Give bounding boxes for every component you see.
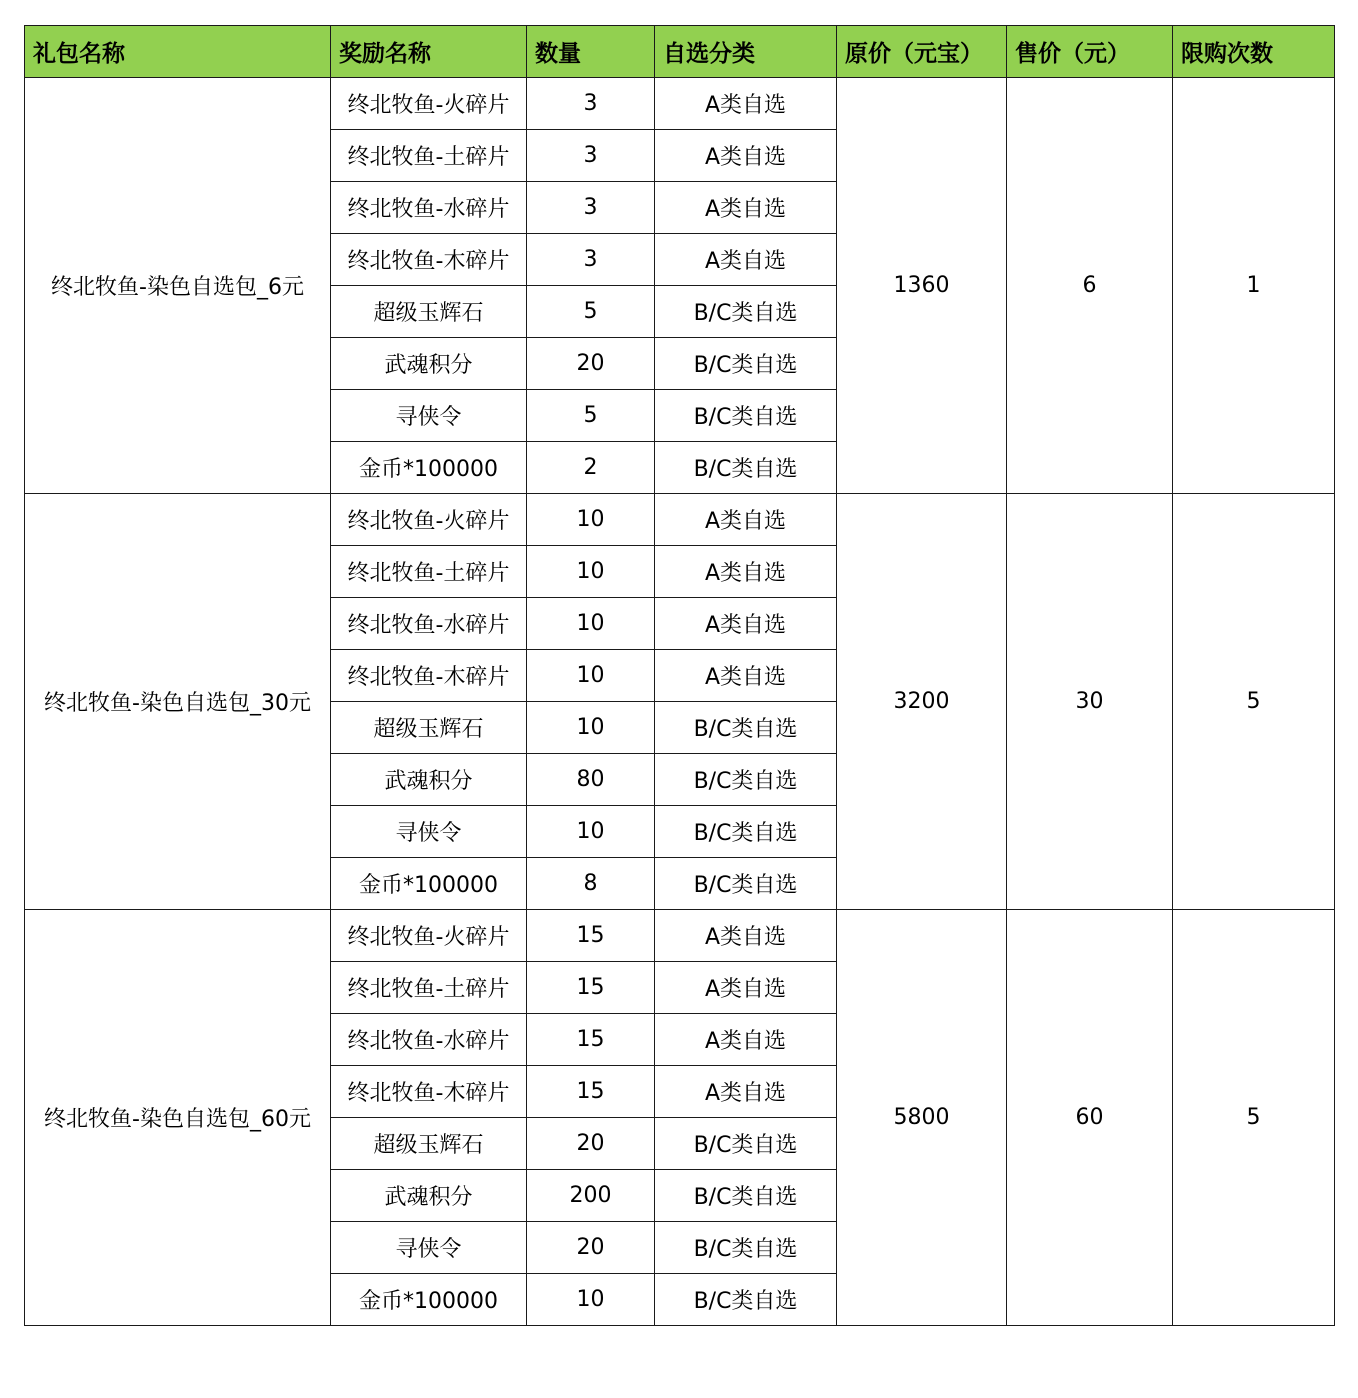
quantity-cell: 15 bbox=[527, 962, 655, 1014]
reward-name-cell: 寻侠令 bbox=[331, 806, 527, 858]
original-price-cell: 3200 bbox=[837, 494, 1007, 910]
header-row bbox=[25, 26, 1335, 78]
original-price-cell: 1360 bbox=[837, 78, 1007, 494]
quantity-cell: 20 bbox=[527, 1222, 655, 1274]
quantity-cell: 10 bbox=[527, 1274, 655, 1326]
quantity-cell: 8 bbox=[527, 858, 655, 910]
reward-name-cell: 金币*100000 bbox=[331, 858, 527, 910]
quantity-cell: 3 bbox=[527, 182, 655, 234]
category-cell: B/C类自选 bbox=[655, 286, 837, 338]
sale-price-cell: 60 bbox=[1007, 910, 1173, 1326]
reward-name-cell: 武魂积分 bbox=[331, 338, 527, 390]
header-quantity: 数量 bbox=[527, 26, 655, 78]
category-cell: A类自选 bbox=[655, 182, 837, 234]
quantity-cell: 10 bbox=[527, 546, 655, 598]
reward-name-cell: 终北牧鱼-土碎片 bbox=[331, 546, 527, 598]
reward-name-cell: 终北牧鱼-木碎片 bbox=[331, 1066, 527, 1118]
category-cell: A类自选 bbox=[655, 78, 837, 130]
reward-name-cell: 终北牧鱼-木碎片 bbox=[331, 650, 527, 702]
category-cell: B/C类自选 bbox=[655, 442, 837, 494]
category-cell: A类自选 bbox=[655, 234, 837, 286]
quantity-cell: 3 bbox=[527, 130, 655, 182]
category-cell: B/C类自选 bbox=[655, 1170, 837, 1222]
sale-price-cell: 6 bbox=[1007, 78, 1173, 494]
quantity-cell: 10 bbox=[527, 650, 655, 702]
reward-name-cell: 终北牧鱼-木碎片 bbox=[331, 234, 527, 286]
quantity-cell: 2 bbox=[527, 442, 655, 494]
quantity-cell: 10 bbox=[527, 702, 655, 754]
category-cell: A类自选 bbox=[655, 130, 837, 182]
category-cell: A类自选 bbox=[655, 598, 837, 650]
quantity-cell: 20 bbox=[527, 1118, 655, 1170]
reward-name-cell: 武魂积分 bbox=[331, 1170, 527, 1222]
category-cell: A类自选 bbox=[655, 962, 837, 1014]
reward-name-cell: 寻侠令 bbox=[331, 390, 527, 442]
quantity-cell: 3 bbox=[527, 78, 655, 130]
reward-name-cell: 武魂积分 bbox=[331, 754, 527, 806]
reward-name-cell: 终北牧鱼-水碎片 bbox=[331, 182, 527, 234]
header-pack-name: 礼包名称 bbox=[25, 26, 331, 78]
quantity-cell: 15 bbox=[527, 1014, 655, 1066]
table-row bbox=[25, 78, 1335, 130]
header-purchase-limit: 限购次数 bbox=[1173, 26, 1335, 78]
reward-name-cell: 终北牧鱼-火碎片 bbox=[331, 494, 527, 546]
quantity-cell: 3 bbox=[527, 234, 655, 286]
quantity-cell: 20 bbox=[527, 338, 655, 390]
category-cell: B/C类自选 bbox=[655, 754, 837, 806]
reward-name-cell: 终北牧鱼-土碎片 bbox=[331, 130, 527, 182]
quantity-cell: 10 bbox=[527, 598, 655, 650]
category-cell: A类自选 bbox=[655, 1066, 837, 1118]
table-row bbox=[25, 910, 1335, 962]
category-cell: A类自选 bbox=[655, 546, 837, 598]
reward-name-cell: 终北牧鱼-水碎片 bbox=[331, 598, 527, 650]
quantity-cell: 5 bbox=[527, 286, 655, 338]
reward-name-cell: 终北牧鱼-水碎片 bbox=[331, 1014, 527, 1066]
table-body bbox=[25, 78, 1335, 1326]
category-cell: A类自选 bbox=[655, 1014, 837, 1066]
quantity-cell: 15 bbox=[527, 1066, 655, 1118]
pack-name-cell: 终北牧鱼-染色自选包_6元 bbox=[25, 78, 331, 494]
category-cell: B/C类自选 bbox=[655, 702, 837, 754]
purchase-limit-cell: 5 bbox=[1173, 910, 1335, 1326]
quantity-cell: 10 bbox=[527, 494, 655, 546]
category-cell: B/C类自选 bbox=[655, 858, 837, 910]
reward-name-cell: 超级玉辉石 bbox=[331, 286, 527, 338]
category-cell: A类自选 bbox=[655, 910, 837, 962]
category-cell: A类自选 bbox=[655, 494, 837, 546]
quantity-cell: 10 bbox=[527, 806, 655, 858]
category-cell: A类自选 bbox=[655, 650, 837, 702]
header-category: 自选分类 bbox=[655, 26, 837, 78]
header-sale-price: 售价（元） bbox=[1007, 26, 1173, 78]
category-cell: B/C类自选 bbox=[655, 390, 837, 442]
quantity-cell: 80 bbox=[527, 754, 655, 806]
quantity-cell: 5 bbox=[527, 390, 655, 442]
category-cell: B/C类自选 bbox=[655, 1274, 837, 1326]
gift-pack-table bbox=[24, 25, 1335, 1326]
quantity-cell: 200 bbox=[527, 1170, 655, 1222]
reward-name-cell: 超级玉辉石 bbox=[331, 702, 527, 754]
reward-name-cell: 寻侠令 bbox=[331, 1222, 527, 1274]
table-row bbox=[25, 494, 1335, 546]
header-reward-name: 奖励名称 bbox=[331, 26, 527, 78]
sale-price-cell: 30 bbox=[1007, 494, 1173, 910]
purchase-limit-cell: 1 bbox=[1173, 78, 1335, 494]
pack-name-cell: 终北牧鱼-染色自选包_60元 bbox=[25, 910, 331, 1326]
reward-name-cell: 终北牧鱼-火碎片 bbox=[331, 910, 527, 962]
category-cell: B/C类自选 bbox=[655, 1222, 837, 1274]
category-cell: B/C类自选 bbox=[655, 806, 837, 858]
pack-name-cell: 终北牧鱼-染色自选包_30元 bbox=[25, 494, 331, 910]
header-original-price: 原价（元宝） bbox=[837, 26, 1007, 78]
category-cell: B/C类自选 bbox=[655, 1118, 837, 1170]
reward-name-cell: 超级玉辉石 bbox=[331, 1118, 527, 1170]
reward-name-cell: 终北牧鱼-火碎片 bbox=[331, 78, 527, 130]
reward-name-cell: 金币*100000 bbox=[331, 1274, 527, 1326]
original-price-cell: 5800 bbox=[837, 910, 1007, 1326]
quantity-cell: 15 bbox=[527, 910, 655, 962]
category-cell: B/C类自选 bbox=[655, 338, 837, 390]
purchase-limit-cell: 5 bbox=[1173, 494, 1335, 910]
reward-name-cell: 终北牧鱼-土碎片 bbox=[331, 962, 527, 1014]
reward-name-cell: 金币*100000 bbox=[331, 442, 527, 494]
